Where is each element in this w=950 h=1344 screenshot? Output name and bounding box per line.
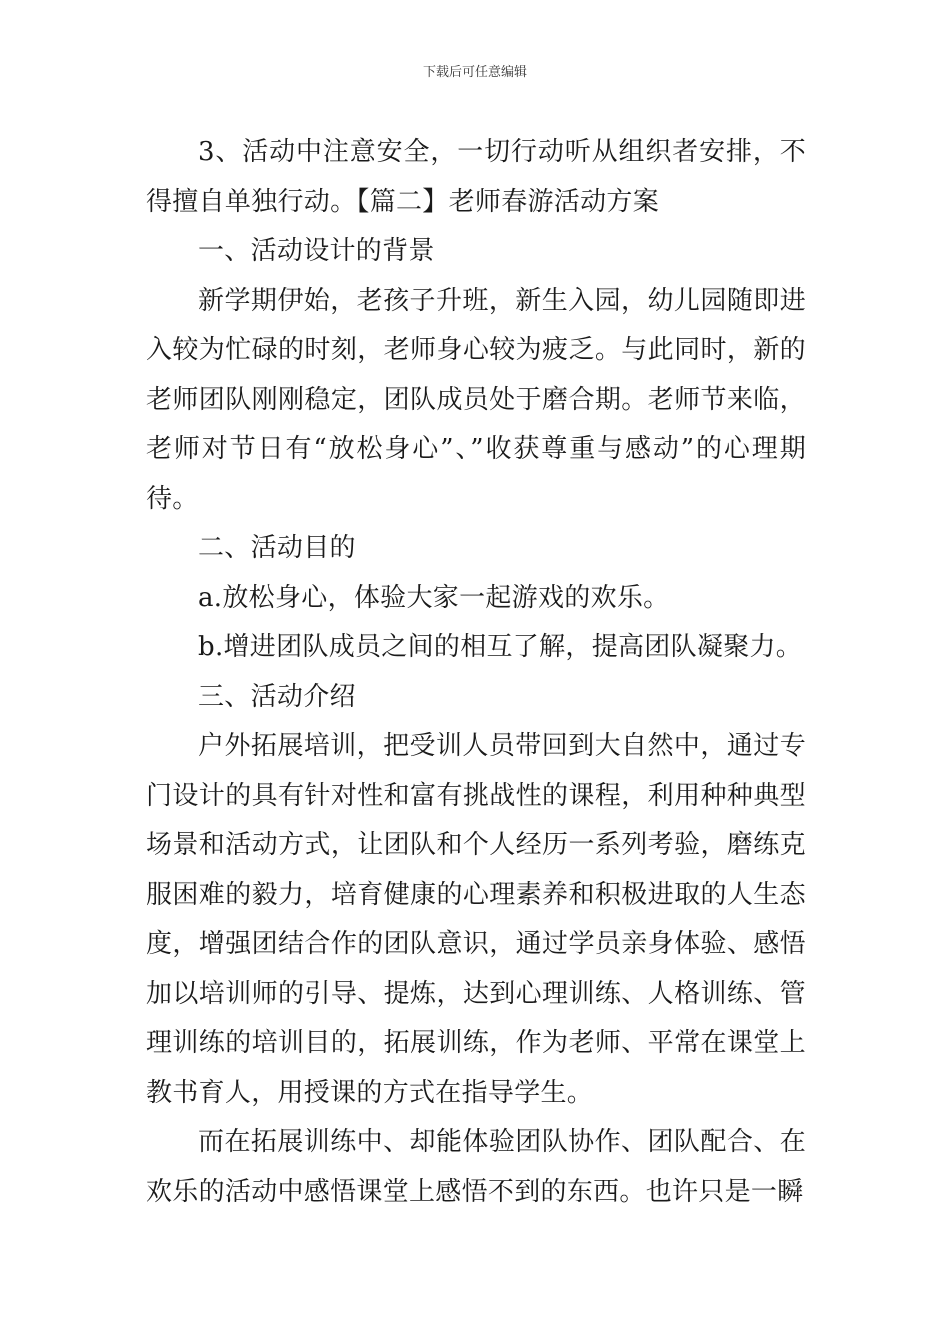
purpose-item-b: b.增进团队成员之间的相互了解，提高团队凝聚力。 [198, 632, 803, 662]
paragraph-background: 新学期伊始，老孩子升班，新生入园，幼儿园随即进入较为忙碌的时刻，老师身心较为疲乏。与此同时，新的老师团队刚刚稳定，团队成员处于磨合期。老师节来临，老师对节日有“放松身心”、”收获尊重与感动”的心理期待。 [146, 285, 806, 514]
paragraph-safety-note: 3、活动中注意安全，一切行动听从组织者安排，不得擅自单独行动。【篇二】老师春游活动方案 [146, 137, 806, 217]
section-heading-background: 一、活动设计的背景 [198, 236, 435, 266]
purpose-item-a: a.放松身心，体验大家一起游戏的欢乐。 [198, 582, 670, 613]
document-body [146, 128, 806, 1217]
section-heading-purpose: 二、活动目的 [198, 533, 356, 563]
paragraph-expansion-training: 而在拓展训练中、却能体验团队协作、团队配合、在欢乐的活动中感悟课堂上感悟不到的东西。也许只是一瞬 [146, 1127, 806, 1207]
section-heading-introduction: 三、活动介绍 [198, 681, 356, 712]
page-header-note: 下载后可任意编辑 [422, 65, 527, 80]
paragraph-introduction: 户外拓展培训，把受训人员带回到大自然中，通过专门设计的具有针对性和富有挑战性的课程，利用种种典型场景和活动方式，让团队和个人经历一系列考验，磨练克服困难的毅力，培育健康的心理素养和积极进取的人生态度，增强团结合作的团队意识，通过学员亲身体验、感悟加以培训师的引导、提炼，达到心理训练、人格训练、管理训练的培训目的，拓展训练，作为老师、平常在课堂上教书育人，用授课的方式在指导学生。 [146, 731, 806, 1108]
